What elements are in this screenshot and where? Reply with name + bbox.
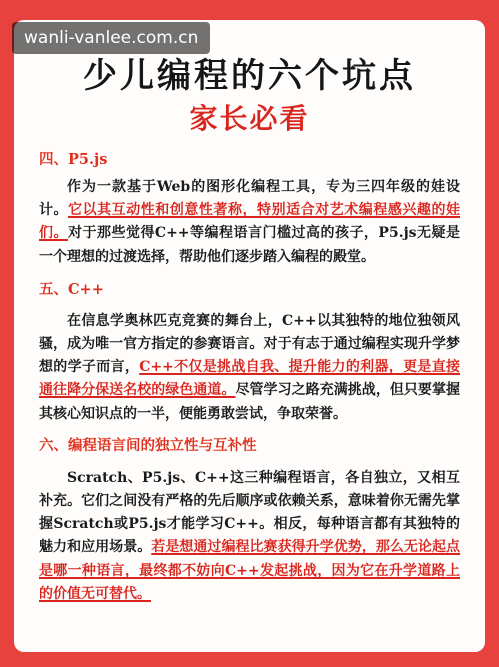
highlighted-text: C++不仅是挑战自我、提升能力的利器，更是直接通往降分保送名校的绿色通道。 — [39, 359, 461, 399]
section-body-independence — [39, 467, 460, 606]
body-text: 尽管学习之路充满挑战，但只要掌握其核心知识点的一半，便能勇敢尝试，争取荣誉。 — [39, 382, 461, 422]
section-body-cpp — [39, 310, 460, 426]
section-heading-independence: 六、编程语言间的独立性与互补性 — [39, 436, 257, 454]
body-text: 作为一款基于Web的图形化编程工具，专为三四年级的娃设计。 — [39, 179, 460, 219]
highlighted-text: 若是想通过编程比赛获得升学优势，那么无论起点是哪一种语言，最终都不妨向C++发起挑战，因为它在升学道路上的价值无可替代。 — [39, 539, 461, 602]
watermark: wanli-vanlee.com.cn — [12, 22, 210, 54]
section-body-p5js — [39, 176, 460, 269]
section-heading-p5js: 四、P5.js — [39, 151, 108, 168]
page-title: 少儿编程的六个坑点 — [83, 56, 416, 96]
highlighted-text: 它以其互动性和创意性著称，特别适合对艺术编程感兴趣的娃们。 — [39, 202, 461, 242]
body-text: Scratch、P5.js、C++这三种编程语言，各自独立，又相互补充。它们之间没有严格的先后顺序或依赖关系，意味着你无需先掌握Scratch或P5.js才能学习C++。相反，每种语言都有其独特的魅力和应用场景。 — [39, 469, 460, 556]
body-text: 对于那些觉得C++等编程语言门槛过高的孩子，P5.js无疑是一个理想的过渡选择，帮助他们逐步踏入编程的殿堂。 — [39, 225, 460, 265]
section-heading-cpp: 五、C++ — [39, 280, 104, 298]
page-subtitle: 家长必看 — [189, 102, 310, 135]
article-card — [14, 20, 485, 652]
article-content — [39, 149, 460, 606]
body-text: 在信息学奥林匹克竞赛的舞台上，C++以其独特的地位独领风骚，成为唯一官方指定的参赛语言。对于有志于通过编程实现升学梦想的学子而言， — [39, 312, 460, 376]
